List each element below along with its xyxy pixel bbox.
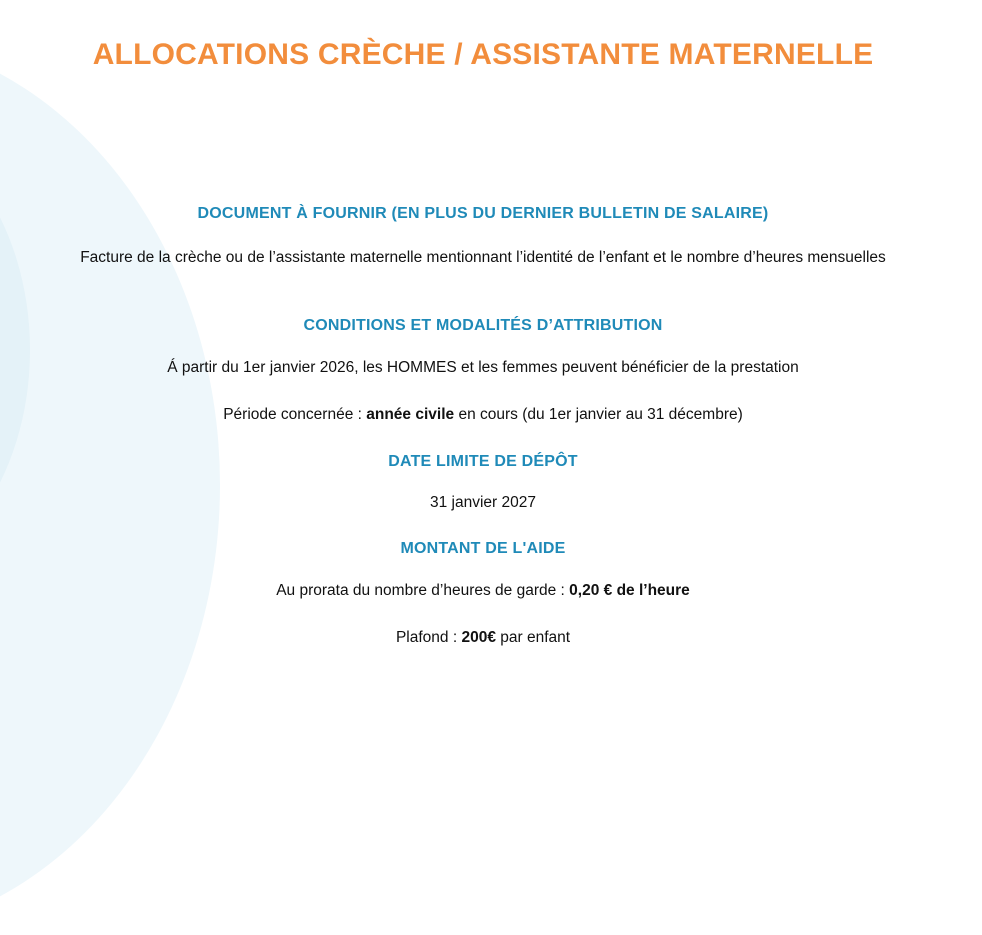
conditions-heading: CONDITIONS ET MODALITÉS D’ATTRIBUTION	[303, 317, 663, 334]
amount-line-2	[0, 627, 966, 649]
documents-heading: DOCUMENT À FOURNIR (EN PLUS DU DERNIER BULLETIN DE SALAIRE)	[197, 205, 769, 222]
deadline-heading: DATE LIMITE DE DÉPÔT	[388, 453, 578, 470]
conditions-line-2-suffix: en cours (du 1er janvier au 31 décembre)	[454, 406, 743, 423]
deadline-date: 31 janvier 2027	[430, 494, 536, 511]
page-title: ALLOCATIONS CRÈCHE / ASSISTANTE MATERNELLE	[92, 38, 874, 71]
amount-line-1-bold: 0,20 € de l’heure	[569, 582, 690, 599]
amount-line-2-suffix: par enfant	[495, 629, 571, 646]
amount-line-1-prefix: Au prorata du nombre d’heures de garde :	[276, 582, 570, 599]
amount-line-2-bold: 200€	[461, 629, 496, 646]
conditions-line-2	[0, 404, 966, 426]
documents-body: Facture de la crèche ou de l’assistante maternelle mentionnant l’identité de l’enfant et le nombre d’heures mensuelles	[80, 249, 886, 266]
conditions-line-1: Á partir du 1er janvier 2026, les HOMMES et les femmes peuvent bénéficier de la prestation	[167, 359, 799, 376]
amount-line-2-prefix: Plafond :	[395, 629, 462, 646]
conditions-line-2-bold: année civile	[366, 406, 455, 423]
conditions-line-2-prefix: Période concernée :	[223, 406, 367, 423]
amount-heading: MONTANT DE L'AIDE	[400, 540, 566, 557]
amount-line-1	[0, 580, 966, 602]
